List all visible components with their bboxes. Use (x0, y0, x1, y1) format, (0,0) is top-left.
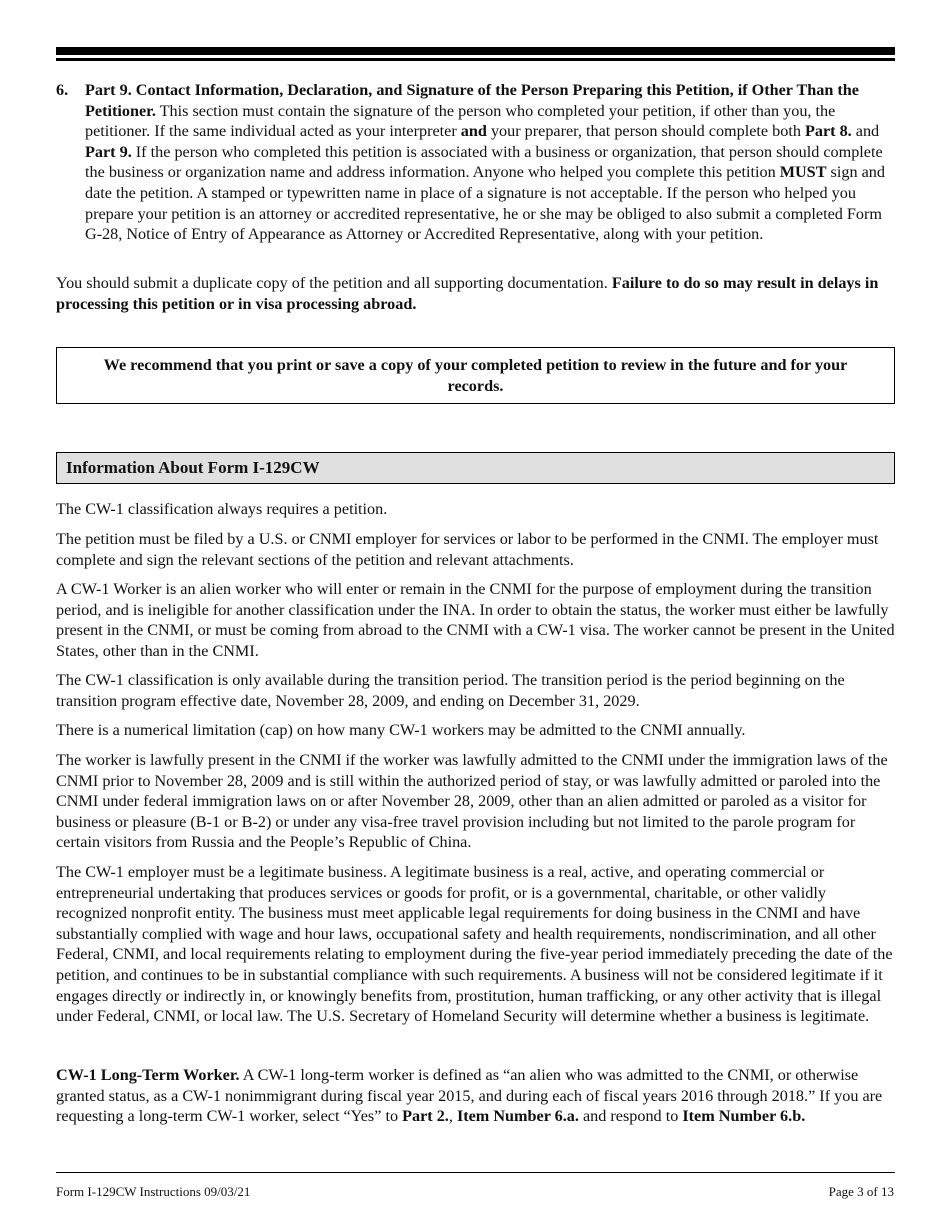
long-term-t1: A CW-1 long-term worker is defined as “an alien who was admitted to the CNMI, or otherwise granted status, as a CW-1 nonimmigrant during fiscal year 2015, and during each of fiscal years 2016 through 2018.” If you are requesting a long-term CW-1 worker, select “Yes” to (56, 1066, 883, 1126)
long-term-t3: and respond to (578, 1107, 683, 1126)
recommendation-box (56, 347, 895, 404)
section-heading-bar (56, 452, 895, 484)
paragraph-cap: There is a numerical limitation (cap) on how many CW-1 workers may be admitted to the CNMI annually. (56, 721, 746, 739)
paragraph-cw1-worker: A CW-1 Worker is an alien worker who will enter or remain in the CNMI for the purpose of employment during the transition period, and is ineligible for another classification under the INA. In order to obtain the status, the worker must either be lawfully present in the CNMI, or must be coming from abroad to the CNMI with a CW-1 visa. The worker cannot be present in the United States, other than in the CNMI. (56, 580, 895, 660)
top-rule-thick (56, 47, 895, 55)
item-6 (56, 80, 895, 245)
item-6-t4: If the person who completed this petition is associated with a business or organization, that person should complete the business or organization name and address information. Anyone who helped you complete this petition (85, 142, 883, 182)
duplicate-warning: Failure to do so may result in delays in processing this petition or in visa processing abroad. (56, 274, 879, 313)
paragraph-legitimate-business: The CW-1 employer must be a legitimate business. A legitimate business is a real, active, and operating commercial or entrepreneurial undertaking that produces services or goods for profit, or is a governmental, charitable, or other validly recognized nonprofit entity. The business must meet applicable legal requirements for doing business in the CNMI and have substantially complied with wage and hour laws, occupational safety and health requirements, nondiscrimination, and all other Federal, CNMI, and local requirements relating to employment during the five-year period immediately preceding the date of the petition, and continues to be in substantial compliance with such requirements. A business will not be considered legitimate if it engages directly or indirectly in, or knowingly benefits from, prostitution, human trafficking, or any other activity that is illegal under Federal, CNMI, or local law. The U.S. Secretary of Homeland Security will determine whether a business is legitimate. (56, 863, 893, 1026)
section-heading: Information About Form I-129CW (66, 458, 320, 477)
duplicate-text: You should submit a duplicate copy of the petition and all supporting documentation. (56, 274, 612, 292)
paragraph-lawfully-present: The worker is lawfully present in the CNMI if the worker was lawfully admitted to the CNMI under the immigration laws of the CNMI prior to November 28, 2009 and is still within the authorized period of stay, or was lawfully admitted or paroled into the CNMI under federal immigration laws on or after November 28, 2009, other than an alien admitted or paroled as a visitor for business or pleasure (B-1 or B-2) or under any visa-free travel provision including but not limited to the parole program for certain visitors from Russia and the People’s Republic of China. (56, 751, 888, 852)
item-6-b3: Part 9. (85, 142, 132, 161)
paragraph-transition-period: The CW-1 classification is only available during the transition period. The transition period is the period beginning on the transition program effective date, November 28, 2009, and ending on December 31, 2029. (56, 671, 845, 710)
recommendation-text: We recommend that you print or save a copy of your completed petition to review in the future and for your records. (103, 355, 848, 395)
duplicate-copy-paragraph (56, 273, 895, 314)
footer-rule (56, 1172, 895, 1173)
item-6-t1: This section must contain the signature of the person who completed your petition, if other than you, the petitioner. If the same individual acted as your interpreter (85, 101, 836, 141)
footer-form-id: Form I-129CW Instructions 09/03/21 (56, 1184, 251, 1199)
top-rule-thin (56, 58, 895, 61)
long-term-b3: Item Number 6.b. (682, 1107, 806, 1126)
item-number: 6. (56, 81, 69, 99)
item-6-text (85, 80, 895, 245)
long-term-heading: CW-1 Long-Term Worker. (56, 1066, 240, 1084)
long-term-b1: Part 2. (402, 1107, 449, 1126)
item-6-b4: MUST (779, 163, 827, 182)
paragraph-employer: The petition must be filed by a U.S. or CNMI employer for services or labor to be performed in the CNMI. The employer must complete and sign the relevant sections of the petition and relevant attachments. (56, 530, 879, 569)
paragraph-petition-required: The CW-1 classification always requires a petition. (56, 500, 388, 518)
footer-page-number: Page 3 of 13 (828, 1184, 894, 1199)
long-term-b2: Item Number 6.a. (456, 1107, 579, 1126)
item-6-heading: Part 9. Contact Information, Declaration, and Signature of the Person Preparing this Petition, if Other Than the Petitioner. (85, 81, 859, 120)
item-6-b1: and (460, 122, 487, 141)
long-term-t2: , (448, 1107, 457, 1126)
item-6-b2: Part 8. (804, 122, 852, 141)
paragraph-long-term-worker (56, 1065, 895, 1127)
item-6-t3: and (851, 122, 880, 141)
item-6-t5: sign and date the petition. A stamped or typewritten name in place of a signature is not acceptable. If the person who helped you prepare your petition is an attorney or accredited representative, he or she may be obliged to also submit a completed Form G-28, Notice of Entry of Appearance as Attorney or Accredited Representative, along with your petition. (85, 163, 885, 244)
item-6-t2: your preparer, that person should complete both (486, 122, 805, 141)
